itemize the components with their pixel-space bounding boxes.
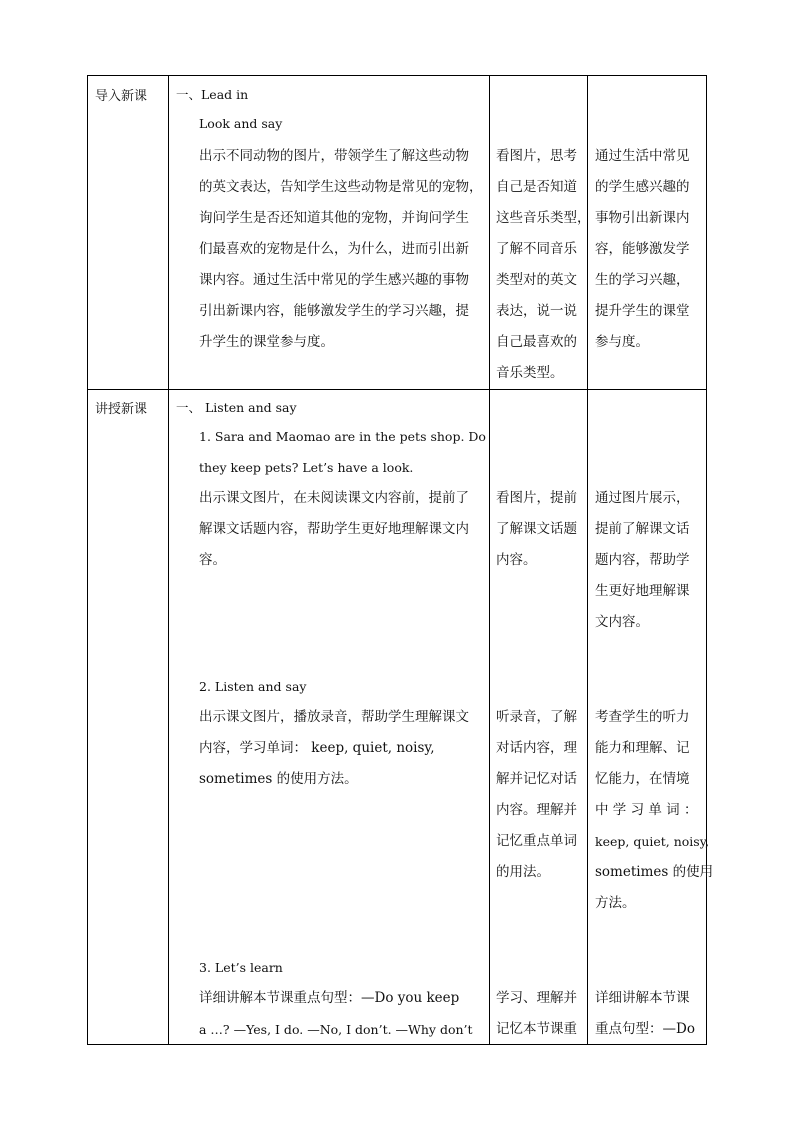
text-line: 音乐类型。 [496, 365, 564, 381]
text-line: 看图片，思考 [496, 148, 577, 164]
text-line: 容。 [199, 552, 226, 568]
text-line: keep, quiet, noisy, [595, 834, 710, 849]
text-line: 重点句型：—Do [595, 1021, 695, 1037]
text-line: sometimes 的使用方法。 [199, 771, 358, 787]
teacher-activity [199, 702, 469, 795]
text-line: 学习、理解并 [496, 990, 577, 1006]
design-purpose [595, 702, 713, 919]
text-line: 课内容。通过生活中常见的学生感兴趣的事物 [199, 272, 469, 288]
text-line: 考查学生的听力 [595, 709, 690, 725]
text-line: 内容，学习单词： keep, quiet, noisy, [199, 740, 435, 756]
text-line: 这些音乐类型， [496, 210, 591, 226]
text-line: 事物引出新课内 [595, 210, 690, 226]
text-line: 们最喜欢的宠物是什么，为什么，进而引出新 [199, 241, 469, 257]
text-line: 表达，说一说 [496, 303, 577, 319]
text-line: 内容。理解并 [496, 802, 577, 818]
text-line: 解并记忆对话 [496, 771, 577, 787]
text-line: 出示不同动物的图片，带领学生了解这些动物 [199, 148, 469, 164]
step-title: 一、 Listen and say [176, 400, 297, 415]
step-heading [199, 952, 283, 983]
text-line: 方法。 [595, 895, 636, 911]
text-line: 通过图片展示， [595, 490, 690, 506]
text-line: 内容。 [496, 552, 537, 568]
design-purpose [595, 983, 695, 1045]
column-divider [489, 76, 490, 1045]
text-line: 容，能够激发学 [595, 241, 690, 257]
text-line: they keep pets? Let’s have a look. [199, 460, 414, 475]
text-line: sometimes 的使用 [595, 864, 714, 880]
text-line: 记忆本节课重 [496, 1021, 577, 1037]
step-heading [199, 671, 306, 702]
text-line: 的学生感兴趣的 [595, 179, 690, 195]
text-line: 生的学习兴趣， [595, 272, 690, 288]
text-line: 3. Let’s learn [199, 960, 283, 975]
text-line: 升学生的课堂参与度。 [199, 334, 334, 350]
student-activity [496, 702, 577, 888]
student-activity [496, 141, 591, 389]
text-line: 的用法。 [496, 864, 550, 880]
text-line: 的英文表达，告知学生这些动物是常见的宠物， [199, 179, 483, 195]
text-line: 了解不同音乐 [496, 241, 577, 257]
text-line: 出示课文图片，在未阅读课文内容前，提前了 [199, 490, 469, 506]
section-label-teaching: 讲授新课 [95, 402, 148, 417]
text-line: 对话内容，理 [496, 740, 577, 756]
text-line: 自己最喜欢的 [496, 334, 577, 350]
text-line: 类型对的英文 [496, 272, 577, 288]
text-line: 通过生活中常见 [595, 148, 690, 164]
text-line: 1. Sara and Maomao are in the pets shop. Do [199, 429, 486, 444]
text-line: 忆能力，在情境 [595, 771, 690, 787]
text-line: 中 学 习 单 词 ： [595, 802, 698, 818]
section-label-intro: 导入新课 [95, 89, 148, 104]
teacher-activity [199, 483, 469, 576]
text-line: 能力和理解、记 [595, 740, 690, 756]
text-line: 出示课文图片，播放录音，帮助学生理解课文 [199, 709, 469, 725]
text-line: 2. Listen and say [199, 679, 307, 694]
text-line: 引出新课内容，能够激发学生的学习兴趣，提 [199, 303, 469, 319]
text-line: 生更好地理解课 [595, 583, 690, 599]
text-line: 参与度。 [595, 334, 649, 350]
design-purpose [595, 483, 690, 638]
column-divider [168, 76, 169, 1045]
teacher-activity [199, 141, 483, 358]
text-line: 提升学生的课堂 [595, 303, 690, 319]
text-line: 了解课文话题 [496, 521, 577, 537]
text-line: 看图片，提前 [496, 490, 577, 506]
text-line: 题内容，帮助学 [595, 552, 690, 568]
text-line: 详细讲解本节课重点句型：—Do you keep [199, 990, 460, 1006]
text-line: 详细讲解本节课 [595, 990, 690, 1006]
design-purpose [595, 141, 690, 358]
student-activity [496, 983, 577, 1045]
step-title: 一、Lead in [176, 87, 249, 102]
text-line: a …? —Yes, I do. —No, I don’t. —Why don’t [199, 1022, 473, 1037]
lesson-plan-table [87, 75, 714, 1045]
step-heading [199, 421, 486, 483]
text-line: 提前了解课文话 [595, 521, 690, 537]
row-divider [88, 389, 707, 390]
text-line: 自己是否知道 [496, 179, 577, 195]
student-activity [496, 483, 577, 576]
text-line: 解课文话题内容，帮助学生更好地理解课文内 [199, 521, 469, 537]
teacher-activity [199, 983, 473, 1045]
text-line: 记忆重点单词 [496, 833, 577, 849]
step-subtitle: Look and say [199, 116, 283, 131]
text-line: 文内容。 [595, 614, 649, 630]
text-line: 听录音，了解 [496, 709, 577, 725]
text-line: 询问学生是否还知道其他的宠物，并询问学生 [199, 210, 469, 226]
